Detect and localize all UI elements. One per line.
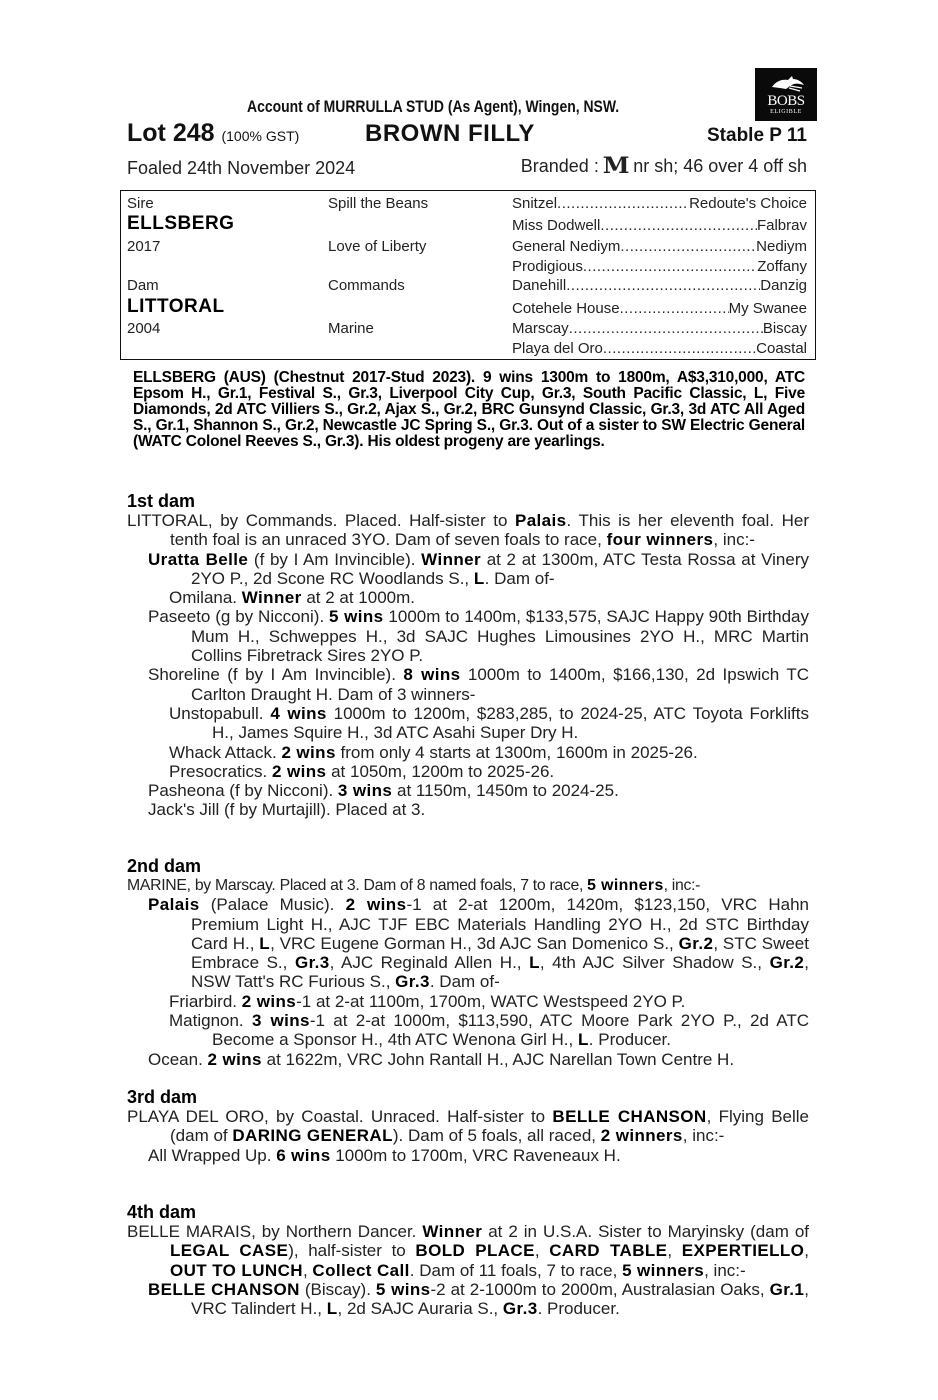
leader-dots	[566, 277, 760, 294]
vendor-account: Account of MURRULLA STUD (As Agent), Wingen, NSW.	[247, 97, 620, 116]
gen3-left: Danehill	[512, 277, 567, 294]
gen3-row	[512, 238, 807, 255]
horse-sex-colour: BROWN FILLY	[365, 120, 535, 147]
gen3-right: Zoffany	[757, 258, 807, 275]
gen3-left: Miss Dodwell	[512, 217, 601, 234]
progeny-entry: Pasheona (f by Nicconi). 3 wins at 1150m, 1450m to 2024-25.	[148, 781, 619, 801]
bobs-eligible-logo	[755, 68, 817, 121]
gen3-right: My Swanee	[728, 300, 807, 317]
lot-label: Lot 248	[127, 119, 215, 147]
progeny-entry: Whack Attack. 2 wins from only 4 starts at 1300m, 1600m in 2025-26.	[169, 742, 698, 762]
progeny-entry: Shoreline (f by I Am Invincible). 8 wins 1000m to 1400m, $166,130, 2d Ipswich TC Carlton Draught H. Dam of 3 winners-	[148, 665, 810, 704]
progeny-entry: Palais (Palace Music). 2 wins-1 at 2-at 1200m, 1420m, $123,150, VRC Hahn Premium Light H., AJC TJF EBC Materials Handling 2YO H., 2d STC Birthday Card H., L, VRC Eugene Gorman H., 3d AJC San Domenico S., Gr.2, STC Sweet Embrace S., Gr.3, AJC Reginald Allen H., L, 4th AJC Silver Shadow S., Gr.2, NSW Tatt's RC Furious S., Gr.3. Dam of-	[148, 895, 809, 992]
brand-description	[520, 153, 807, 179]
leader-dots	[569, 320, 763, 337]
gen3-right: Falbrav	[756, 217, 807, 234]
logo-eligible-text: ELIGIBLE	[770, 109, 802, 115]
progeny-entry: BELLE CHANSON (Biscay). 5 wins-2 at 2-1000m to 2000m, Australasian Oaks, Gr.1, VRC Talindert H., L, 2d SAJC Auraria S., Gr.3. Producer.	[148, 1279, 810, 1319]
leader-dots	[620, 300, 729, 317]
progeny-entry: Ocean. 2 wins at 1622m, VRC John Rantall H., AJC Narellan Town Centre H.	[148, 1049, 735, 1069]
progeny-entry: Uratta Belle (f by I Am Invincible). Winner at 2 at 1300m, ATC Testa Rossa at Vinery 2YO P., 2d Scone RC Woodlands S., L. Dam of-	[148, 549, 809, 588]
dam-intro: LITTORAL, by Commands. Placed. Half-sister to Palais. This is her eleventh foal. Her tenth foal is an unraced 3YO. Dam of seven foals to race, four winners, inc:-	[127, 511, 809, 550]
gst-note: (100% GST)	[221, 128, 300, 144]
dam-sire: Commands	[328, 277, 405, 294]
gen3-left: General Nediym	[512, 238, 621, 255]
section-heading: 3rd dam	[127, 1087, 198, 1107]
sire-dam: Love of Liberty	[328, 238, 427, 255]
gen3-left: Prodigious	[512, 258, 583, 275]
progeny-entry: Unstopabull. 4 wins 1000m to 1200m, $283,285, to 2024-25, ATC Toyota Forklifts H., James Squire H., 3d ATC Asahi Super Dry H.	[169, 703, 809, 743]
sire-label: Sire	[127, 195, 154, 212]
gen3-row	[512, 340, 807, 357]
dam-intro: PLAYA DEL ORO, by Coastal. Unraced. Half-sister to BELLE CHANSON, Flying Belle (dam of DARING GENERAL). Dam of 5 foals, all raced, 2 winners, inc:-	[127, 1107, 809, 1146]
gen3-row	[512, 217, 807, 234]
sire-year: 2017	[127, 238, 161, 255]
branded-label: Branded :	[520, 156, 599, 176]
gen3-left: Marscay	[512, 320, 569, 337]
sire-sire: Spill the Beans	[328, 195, 429, 212]
progeny-entry: Omilana. Winner at 2 at 1000m.	[169, 588, 416, 608]
sire-summary: ELLSBERG (AUS) (Chestnut 2017-Stud 2023). 9 wins 1300m to 1800m, A$3,310,000, ATC Epsom H., Gr.1, Festival S., Gr.3, Liverpool City Cup, Gr.3, South Pacific Classic, L, Five Diamonds, 2d ATC Villiers S., Gr.2, Ajax S., Gr.2, BRC Gunsynd Classic, Gr.3, 3d ATC All Aged S., Gr.1, Shannon S., Gr.2, Newcastle JC Spring S., Gr.3. Out of a sister to SW Electric General (WATC Colonel Reeves S., Gr.3). His oldest progeny are yearlings.	[133, 369, 805, 450]
dam-dam: Marine	[328, 320, 374, 337]
gen3-left: Snitzel	[512, 195, 558, 212]
section-heading: 2nd dam	[127, 856, 202, 876]
leader-dots	[600, 217, 757, 234]
gen3-right: Nediym	[756, 238, 807, 255]
gen3-left: Playa del Oro	[512, 340, 603, 357]
gen3-right: Biscay	[762, 320, 807, 337]
dam-intro: MARINE, by Marscay. Placed at 3. Dam of 8 named foals, 7 to race, 5 winners, inc:-	[127, 877, 701, 894]
gen3-right: Coastal	[756, 340, 807, 357]
lot-number	[127, 119, 299, 148]
progeny-entry: Matignon. 3 wins-1 at 2-at 1000m, $113,590, ATC Moore Park 2YO P., 2d ATC Become a Sponsor H., 4th ATC Wenona Girl H., L. Producer.	[169, 1011, 809, 1050]
gen3-row	[512, 195, 807, 212]
progeny-entry: Friarbird. 2 wins-1 at 2-at 1100m, 1700m, WATC Westspeed 2YO P.	[169, 991, 686, 1011]
lot-header	[127, 119, 807, 151]
progeny-entry: Presocratics. 2 wins at 1050m, 1200m to 2025-26.	[169, 761, 555, 781]
dam-label: Dam	[127, 277, 159, 294]
gen3-row	[512, 258, 807, 275]
gen3-right: Redoute's Choice	[689, 195, 807, 212]
branded-detail: nr sh; 46 over 4 off sh	[633, 156, 807, 176]
gen3-row	[512, 300, 807, 317]
leader-dots	[620, 238, 756, 255]
first-dam-section	[127, 491, 809, 820]
logo-bobs-text: BOBS	[767, 93, 805, 109]
gen3-right: Danzig	[760, 277, 807, 294]
gen3-row	[512, 320, 807, 337]
section-heading: 1st dam	[127, 491, 196, 511]
foaled-date: Foaled 24th November 2024	[127, 158, 356, 178]
stable-location: Stable P 11	[707, 125, 807, 146]
gen3-row	[512, 277, 807, 294]
horse-head-icon	[766, 73, 806, 93]
third-dam-section	[127, 1087, 809, 1165]
second-dam-section	[127, 856, 809, 1069]
section-heading: 4th dam	[127, 1202, 197, 1222]
dam-intro: BELLE MARAIS, by Northern Dancer. Winner at 2 in U.S.A. Sister to Maryinsky (dam of LEGAL CASE), half-sister to BOLD PLACE, CARD TABLE, EXPERTIELLO, OUT TO LUNCH, Collect Call. Dam of 11 foals, 7 to race, 5 winners, inc:-	[127, 1222, 810, 1280]
fourth-dam-section	[127, 1202, 809, 1318]
progeny-entry: Jack's Jill (f by Murtajill). Placed at 3.	[148, 800, 426, 820]
leader-dots	[583, 258, 757, 275]
leader-dots	[557, 195, 689, 212]
dam-name: LITTORAL	[127, 296, 225, 317]
gen3-left: Cotehele House	[512, 300, 620, 317]
leader-dots	[603, 340, 756, 357]
progeny-entry: Paseeto (g by Nicconi). 5 wins 1000m to 1400m, $133,575, SAJC Happy 90th Birthday Mum H., Schweppes H., 3d SAJC Hughes Limousines 2YO H., MRC Martin Collins Fibretrack Sires 2YO P.	[148, 607, 809, 666]
sire-name: ELLSBERG	[127, 213, 235, 234]
progeny-entry: All Wrapped Up. 6 wins 1000m to 1700m, VRC Raveneaux H.	[148, 1145, 621, 1165]
dam-year: 2004	[127, 320, 161, 337]
brand-mark-icon: M	[602, 153, 630, 179]
pedigree-table	[120, 190, 816, 360]
